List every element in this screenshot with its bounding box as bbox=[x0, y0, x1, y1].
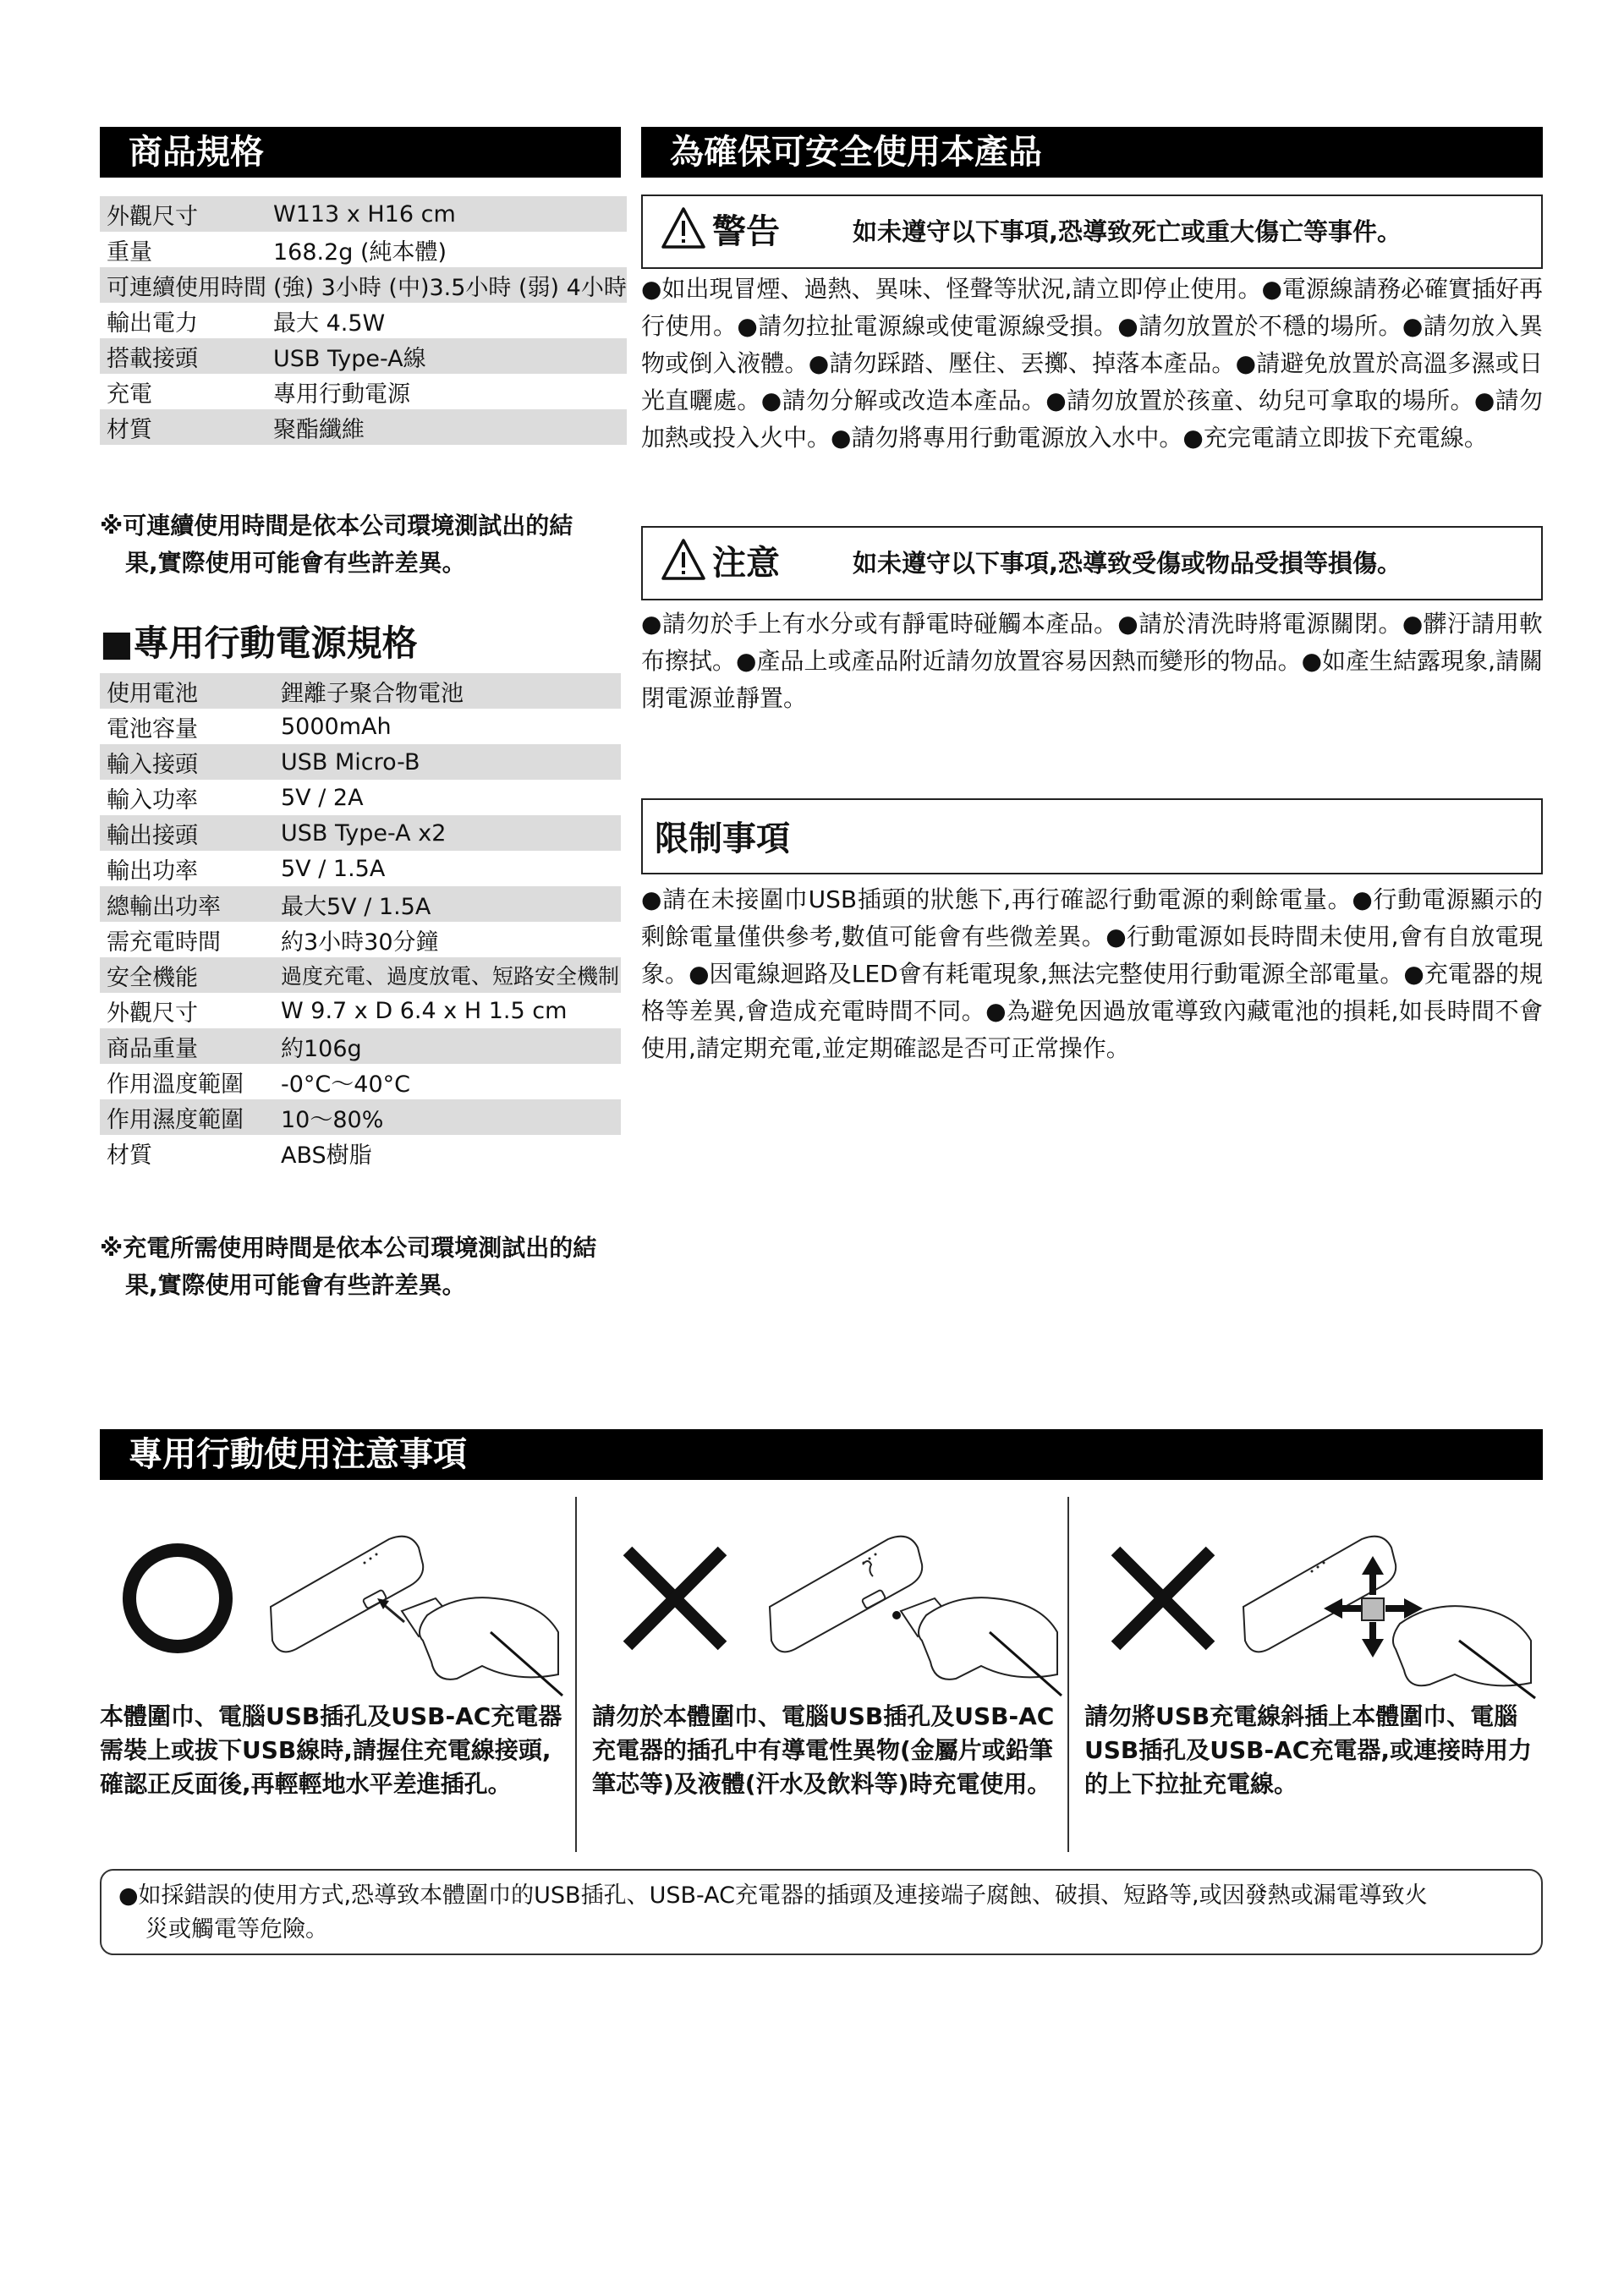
table-row: 電池容量 5000mAh bbox=[107, 713, 392, 743]
table-row: 輸入接頭 USB Micro-B bbox=[100, 744, 621, 780]
warning-label: 警告 bbox=[712, 212, 780, 251]
table-row: 重量 168.2g (純本體) bbox=[107, 238, 447, 266]
table-row: 充電 專用行動電源 bbox=[107, 381, 410, 408]
table-row: 材質 聚酯纖維 bbox=[100, 409, 627, 445]
usage-footnote: ●如採錯誤的使用方式,恐導致本體圍巾的USB插孔、USB-AC充電器的插頭及連接端子腐蝕、破損、短路等,或因發熱或漏電導致火 災或觸電等危險。 bbox=[100, 1869, 1543, 1955]
product-spec-header: 商品規格 bbox=[100, 127, 621, 178]
pull-cable-illustration bbox=[1235, 1505, 1539, 1700]
ng-cross-icon bbox=[1104, 1539, 1222, 1658]
product-spec-note: ※可連續使用時間是依本公司環境測試出的結 果,實際使用可能會有些許差異。 bbox=[100, 512, 573, 577]
divider bbox=[575, 1497, 577, 1852]
table-row: 輸入功率 5V / 2A bbox=[107, 784, 364, 814]
foreign-object-illustration bbox=[761, 1505, 1066, 1700]
table-row: 需充電時間 約3小時30分鐘 bbox=[107, 929, 439, 956]
table-row: 作用溫度範圍 -0°C〜40°C bbox=[107, 1071, 410, 1098]
table-row: 安全機能 過度充電、過度放電、短路安全機制 bbox=[100, 957, 621, 993]
table-row: 外觀尺寸 W 9.7 x D 6.4 x H 1.5 cm bbox=[107, 997, 568, 1027]
caution-text: ●請勿於手上有水分或有靜電時碰觸本產品。●請於清洗時將電源關閉。●髒汙請用軟布擦拭。●產品上或產品附近請勿放置容易因熱而變形的物品。●如產生結露現象,請關閉電源並靜置。 bbox=[641, 610, 1543, 712]
table-row: 輸出接頭 USB Type-A x2 bbox=[100, 815, 621, 851]
correct-plug-illustration bbox=[262, 1505, 567, 1700]
caution-desc: 如未遵守以下事項,恐導致受傷或物品受損等損傷。 bbox=[853, 549, 1402, 578]
usage-header: 專用行動使用注意事項 bbox=[100, 1429, 1543, 1480]
battery-spec-table bbox=[100, 673, 621, 1170]
limits-box bbox=[641, 798, 1543, 874]
safety-header: 為確保可安全使用本產品 bbox=[641, 127, 1543, 178]
table-row: 作用濕度範圍 10〜80% bbox=[100, 1099, 621, 1135]
ok-circle-icon bbox=[118, 1539, 237, 1658]
battery-spec-note: ※充電所需使用時間是依本公司環境測試出的結 果,實際使用可能會有些許差異。 bbox=[100, 1234, 597, 1299]
table-row: 總輸出功率 最大5V / 1.5A bbox=[100, 886, 621, 922]
warning-desc: 如未遵守以下事項,恐導致死亡或重大傷亡等事件。 bbox=[853, 217, 1402, 246]
table-row: 使用電池 鋰離子聚合物電池 bbox=[100, 673, 621, 709]
table-row: 可連續使用時間 (強) 3小時 (中)3.5小時 (弱) 4小時 bbox=[100, 267, 627, 303]
table-row: 輸出電力 最大 4.5W bbox=[107, 310, 386, 337]
limits-text: ●請在未接圍巾USB插頭的狀態下,再行確認行動電源的剩餘電量。●行動電源顯示的剩餘電量僅供參考,數值可能會有些微差異。●行動電源如長時間未使用,會有自放電現象。●因電線迴路及LED會有耗電現象,無法完整使用行動電源全部電量。●充電器的規格等差異,會造成充電時間不同。●為避免因過放電導致內藏電池的損耗,如長時間不會使用,請定期充電,並定期確認是否可正常操作。 bbox=[641, 885, 1543, 1062]
battery-spec-title: ■專用行動電源規格 bbox=[100, 622, 418, 664]
caution-label: 注意 bbox=[712, 544, 780, 583]
ng-cross-icon bbox=[616, 1539, 734, 1658]
usage-caption-2: 請勿於本體圍巾、電腦USB插孔及USB-AC充電器的插孔中有導電性異物(金屬片或鉛筆筆芯等)及液體(汗水及飲料等)時充電使用。 bbox=[592, 1702, 1055, 1798]
caution-box bbox=[641, 526, 1543, 600]
warning-text: ●如出現冒煙、過熱、異味、怪聲等狀況,請立即停止使用。●電源線請務必確實插好再行使用。●請勿拉扯電源線或使電源線受損。●請勿放置於不穩的場所。●請勿放入異物或倒入液體。●請勿踩踏、壓住、丟擲、掉落本產品。●請避免放置於高溫多濕或日光直曬處。●請勿分解或改造本產品。●請勿放置於孩童、幼兒可拿取的場所。●請勿加熱或投入火中。●請勿將專用行動電源放入水中。●充完電請立即拔下充電線。 bbox=[641, 275, 1543, 452]
warning-box bbox=[641, 195, 1543, 269]
warning-triangle-icon bbox=[661, 206, 705, 250]
limits-label: 限制事項 bbox=[655, 819, 790, 858]
usage-caption-1: 本體圍巾、電腦USB插孔及USB-AC充電器需裝上或拔下USB線時,請握住充電線接頭,確認正反面後,再輕輕地水平差進插孔。 bbox=[100, 1702, 562, 1798]
table-row: 材質 ABS樹脂 bbox=[107, 1142, 372, 1169]
product-spec-table bbox=[100, 196, 627, 445]
table-row: 外觀尺寸 W113 x H16 cm bbox=[100, 196, 627, 232]
caution-triangle-icon bbox=[661, 538, 705, 582]
divider bbox=[1067, 1497, 1069, 1852]
table-row: 商品重量 約106g bbox=[100, 1028, 621, 1064]
table-row: 輸出功率 5V / 1.5A bbox=[107, 855, 386, 885]
usage-caption-3: 請勿將USB充電線斜插上本體圍巾、電腦USB插孔及USB-AC充電器,或連接時用力的上下拉扯充電線。 bbox=[1084, 1702, 1532, 1798]
table-row: 搭載接頭 USB Type-A線 bbox=[100, 338, 627, 374]
